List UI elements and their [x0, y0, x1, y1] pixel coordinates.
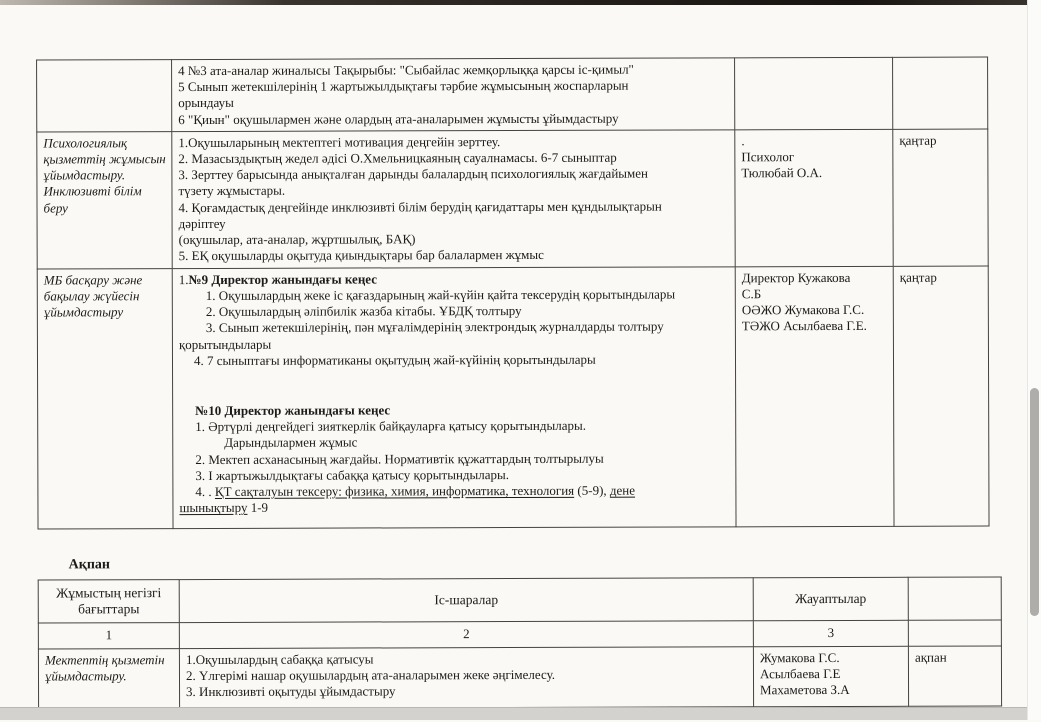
- column-number: 3: [753, 620, 908, 646]
- meeting1-heading: [179, 270, 731, 288]
- month-cell: қаңтар: [893, 129, 988, 266]
- activity-line: 2. Мазасыздықтың жедел әдісі О.Хмельницкаяның сауалнамасы. 6-7 сыныптар: [178, 149, 617, 167]
- item4-underline-2a: дене: [609, 482, 636, 498]
- responsible-cell: [735, 57, 893, 129]
- table-row-school: [38, 646, 1001, 709]
- header-responsible: Жауаптылар: [753, 577, 908, 620]
- meeting1-item: 2. Оқушылардың әліпбилік жазба кітабы. ҰБДҚ толтыру: [205, 303, 522, 320]
- meeting1-item: 4. 7 сыныптағы информатиканы оқытудың жай-күйінің қорытындылары: [193, 351, 596, 368]
- scrollbar-thumb[interactable]: [1030, 388, 1039, 616]
- table-row-management: [37, 266, 989, 529]
- responsible-line: Жумакова Г.С.: [759, 649, 840, 666]
- activity-line: 2. Үлгерімі нашар оқушылардың ата-аналарымен жеке әңгімелесу.: [185, 667, 556, 684]
- responsible-line: ОӘЖО Жумакова Г.С.: [741, 302, 865, 318]
- responsible-line: С.Б: [741, 286, 762, 302]
- responsible-line: Махаметова З.А: [760, 682, 850, 698]
- direction-cell: МБ басқару және бақылау жүйесін ұйымдастыру: [37, 268, 173, 528]
- direction-cell: Мектептің қызметін ұйымдастыру.: [38, 649, 179, 709]
- month-cell: қаңтар: [893, 266, 989, 526]
- activities-cell: [172, 58, 735, 132]
- activity-line: 3. Зерттеу барысында анықталған дарынды балалардың психологиялық жағдайымен: [178, 165, 648, 183]
- table-number-row: [38, 620, 1001, 649]
- bottom-page-edge: [0, 707, 1041, 720]
- column-number: 2: [179, 621, 753, 649]
- column-number: [908, 620, 1001, 646]
- meeting2-item: 3. І жартыжылдықтағы сабаққа қатысу қорытындылары.: [195, 466, 510, 483]
- direction-cell: [37, 60, 172, 132]
- activities-cell: [172, 267, 736, 529]
- activity-line: 4. Қоғамдастық деңгейінде инклюзивті білім берудің қағидаттары мен құндылықтарын: [178, 198, 662, 215]
- header-activities: Іс-шаралар: [179, 578, 753, 623]
- responsible-line: Психолог: [741, 149, 795, 165]
- item4-underline-1: ҚТ сақталуын тексеру: физика, химия, информатика, технология: [214, 482, 575, 500]
- month-cell: ақпан: [908, 646, 1001, 706]
- column-number: 1: [38, 623, 179, 649]
- item4-mid: (5-9),: [574, 482, 610, 498]
- activity-line: орындауы: [178, 95, 234, 111]
- responsible-line: Асылбаева Г.Е: [759, 666, 841, 682]
- responsible-line: Директор Кужакова: [741, 269, 851, 286]
- scan-edge-shadow: [0, 0, 1041, 5]
- responsible-cell: [735, 266, 894, 526]
- responsible-cell: [735, 129, 893, 266]
- meeting2-item-underlined-continuation: [179, 499, 731, 517]
- meeting2-item: 2. Мектеп асханасының жағдайы. Нормативтік құжаттардың толтырылуы: [195, 450, 604, 467]
- responsible-line: Тюлюбай О.А.: [741, 165, 823, 181]
- activity-line: (оқушылар, ата-аналар, жұртшылық, БАҚ): [178, 231, 416, 248]
- activity-line: дәріптеу: [178, 215, 226, 231]
- meeting1-item: 3. Сынып жетекшілерінің, пән мұғалімдерінің электрондық журналдарды толтыру: [205, 318, 664, 336]
- activities-cell: [179, 647, 753, 709]
- activity-line: 5 Сынып жетекшілерінің 1 жартыжылдықтағы тәрбие жұмысының жоспарларын: [178, 77, 629, 95]
- responsible-cell: [753, 646, 908, 706]
- item4-underline-2b: шынықтыру: [179, 500, 248, 516]
- plan-table-february: [38, 576, 1002, 709]
- direction-cell: Психологиялық қызметтің жұмысын ұйымдастыру. Инклюзивті білім беру: [37, 131, 172, 268]
- activities-cell: [172, 130, 735, 269]
- responsible-line: ТӘЖО Асылбаева Г.Е.: [741, 318, 867, 334]
- meeting1-item-continuation: қорытындылары: [178, 336, 272, 352]
- activity-line: 4 №3 ата-аналар жиналысы Тақырыбы: "Сыбайлас жемқорлыққа қарсы іс-қимыл": [178, 61, 634, 79]
- meeting2-item: 1. Әртүрлі деңгейдегі зияткерлік байқауларға қатысу қорытындылары.: [195, 418, 586, 435]
- month-cell: [893, 57, 988, 129]
- activity-line: 3. Инклюзивті оқытуды ұйымдастыру: [186, 683, 396, 700]
- meeting1-item: 1. Оқушылардың жеке іс қағаздарының жай-күйін қайта тексерудің қорытындылары: [205, 286, 676, 304]
- item4-tail: 1-9: [247, 500, 269, 516]
- spacer: [179, 367, 731, 403]
- activity-line: 1.Оқушыларының мектептегі мотивация деңгейін зерттеу.: [178, 133, 501, 150]
- table-row-psychology: [37, 129, 988, 269]
- activity-line: 5. ЕҚ оқушыларды оқытуда қиындықтары бар балалармен жұмыс: [178, 247, 544, 264]
- meeting1-title: №9 Директор жанындағы кеңес: [188, 271, 378, 287]
- section-heading-february: Ақпан: [68, 557, 110, 573]
- header-month: [908, 577, 1001, 620]
- meeting2-item-continuation: Дарындылармен жұмыс: [224, 434, 358, 451]
- meeting2-title: №10 Директор жанындағы кеңес: [195, 402, 391, 419]
- table-row-continuation: [37, 57, 988, 132]
- activity-line: 1.Оқушылардың сабаққа қатысуы: [185, 651, 374, 668]
- activity-line: түзету жұмыстары.: [178, 183, 286, 199]
- activity-line: 6 "Қиын" оқушылармен және олардың ата-аналарымен жұмысты ұйымдастыру: [178, 110, 619, 127]
- table-header-row: [38, 577, 1001, 623]
- scrollbar-track[interactable]: [1027, 0, 1041, 720]
- plan-table-january: [36, 57, 989, 530]
- meeting2-item-underlined: [179, 482, 731, 500]
- responsible-line: .: [741, 133, 745, 149]
- header-directions: Жұмыстың негізгі бағыттары: [38, 580, 179, 623]
- meeting1-prefix: 1.: [178, 271, 189, 287]
- meeting2-heading: [179, 401, 731, 419]
- item4-prefix: 4. .: [195, 484, 215, 500]
